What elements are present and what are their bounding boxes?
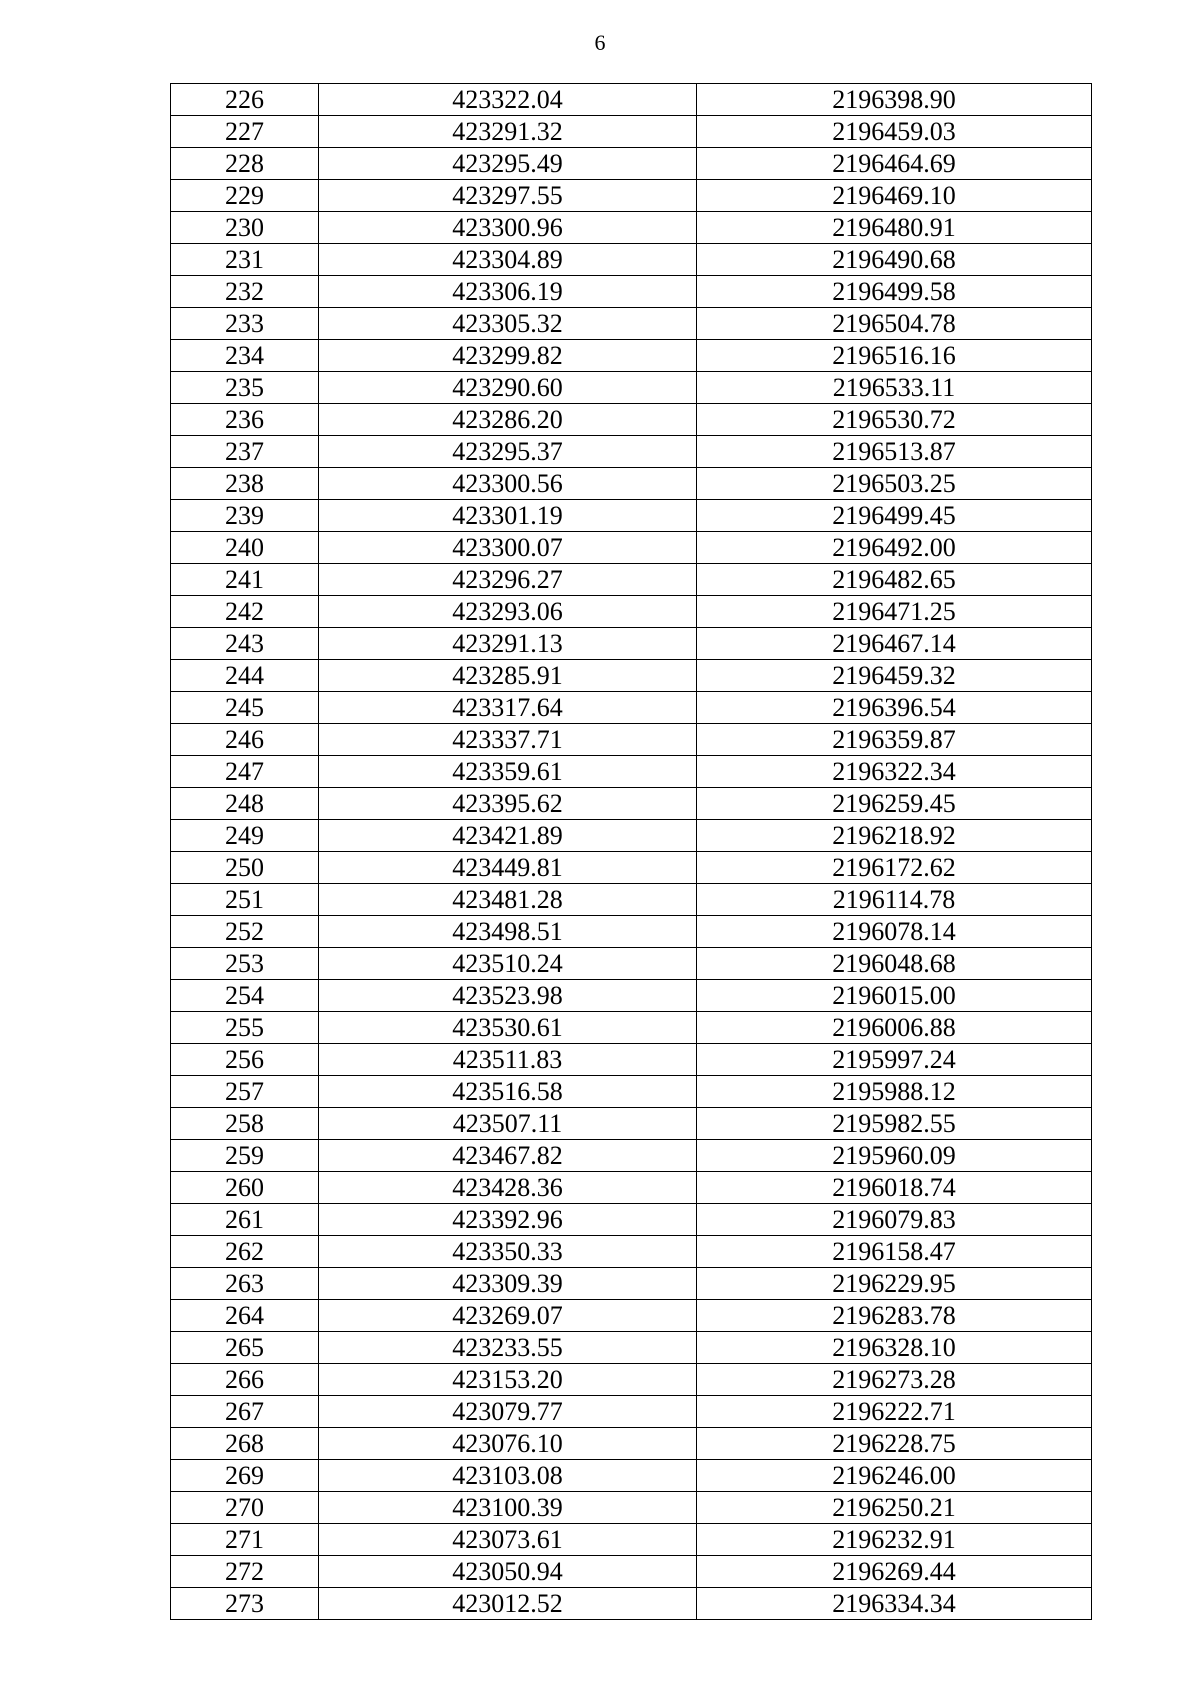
x-coordinate-cell: 423076.10 xyxy=(319,1428,697,1460)
x-coordinate-cell: 423510.24 xyxy=(319,948,697,980)
y-coordinate-cell: 2196328.10 xyxy=(697,1332,1092,1364)
point-number-cell: 272 xyxy=(171,1556,319,1588)
x-coordinate-cell: 423290.60 xyxy=(319,372,697,404)
y-coordinate-cell: 2195997.24 xyxy=(697,1044,1092,1076)
x-coordinate-cell: 423300.96 xyxy=(319,212,697,244)
point-number-cell: 240 xyxy=(171,532,319,564)
table-row xyxy=(171,980,1092,1012)
point-number-cell: 243 xyxy=(171,628,319,660)
point-number-cell: 228 xyxy=(171,148,319,180)
x-coordinate-cell: 423395.62 xyxy=(319,788,697,820)
y-coordinate-cell: 2196018.74 xyxy=(697,1172,1092,1204)
y-coordinate-cell: 2196172.62 xyxy=(697,852,1092,884)
table-row xyxy=(171,1076,1092,1108)
y-coordinate-cell: 2196273.28 xyxy=(697,1364,1092,1396)
x-coordinate-cell: 423392.96 xyxy=(319,1204,697,1236)
table-row xyxy=(171,468,1092,500)
y-coordinate-cell: 2196232.91 xyxy=(697,1524,1092,1556)
coordinates-table xyxy=(170,83,1092,1620)
point-number-cell: 267 xyxy=(171,1396,319,1428)
x-coordinate-cell: 423050.94 xyxy=(319,1556,697,1588)
point-number-cell: 273 xyxy=(171,1588,319,1620)
x-coordinate-cell: 423516.58 xyxy=(319,1076,697,1108)
x-coordinate-cell: 423153.20 xyxy=(319,1364,697,1396)
page-number: 6 xyxy=(594,30,606,55)
table-row xyxy=(171,1492,1092,1524)
coordinates-table-body xyxy=(171,84,1092,1620)
x-coordinate-cell: 423012.52 xyxy=(319,1588,697,1620)
point-number-cell: 230 xyxy=(171,212,319,244)
point-number-cell: 253 xyxy=(171,948,319,980)
table-row xyxy=(171,1396,1092,1428)
y-coordinate-cell: 2196469.10 xyxy=(697,180,1092,212)
table-row xyxy=(171,1428,1092,1460)
table-row xyxy=(171,276,1092,308)
point-number-cell: 227 xyxy=(171,116,319,148)
y-coordinate-cell: 2196334.34 xyxy=(697,1588,1092,1620)
y-coordinate-cell: 2196079.83 xyxy=(697,1204,1092,1236)
table-row xyxy=(171,340,1092,372)
table-row xyxy=(171,116,1092,148)
x-coordinate-cell: 423511.83 xyxy=(319,1044,697,1076)
y-coordinate-cell: 2196490.68 xyxy=(697,244,1092,276)
x-coordinate-cell: 423291.13 xyxy=(319,628,697,660)
table-row xyxy=(171,1172,1092,1204)
y-coordinate-cell: 2196048.68 xyxy=(697,948,1092,980)
x-coordinate-cell: 423337.71 xyxy=(319,724,697,756)
table-row xyxy=(171,884,1092,916)
table-row xyxy=(171,180,1092,212)
x-coordinate-cell: 423079.77 xyxy=(319,1396,697,1428)
table-row xyxy=(171,1236,1092,1268)
y-coordinate-cell: 2196499.45 xyxy=(697,500,1092,532)
x-coordinate-cell: 423359.61 xyxy=(319,756,697,788)
table-row xyxy=(171,756,1092,788)
point-number-cell: 261 xyxy=(171,1204,319,1236)
point-number-cell: 241 xyxy=(171,564,319,596)
point-number-cell: 262 xyxy=(171,1236,319,1268)
y-coordinate-cell: 2196006.88 xyxy=(697,1012,1092,1044)
y-coordinate-cell: 2196480.91 xyxy=(697,212,1092,244)
table-row xyxy=(171,1300,1092,1332)
point-number-cell: 245 xyxy=(171,692,319,724)
x-coordinate-cell: 423306.19 xyxy=(319,276,697,308)
point-number-cell: 249 xyxy=(171,820,319,852)
point-number-cell: 271 xyxy=(171,1524,319,1556)
y-coordinate-cell: 2196158.47 xyxy=(697,1236,1092,1268)
x-coordinate-cell: 423285.91 xyxy=(319,660,697,692)
x-coordinate-cell: 423100.39 xyxy=(319,1492,697,1524)
point-number-cell: 258 xyxy=(171,1108,319,1140)
y-coordinate-cell: 2196516.16 xyxy=(697,340,1092,372)
x-coordinate-cell: 423467.82 xyxy=(319,1140,697,1172)
table-row xyxy=(171,532,1092,564)
y-coordinate-cell: 2196499.58 xyxy=(697,276,1092,308)
x-coordinate-cell: 423481.28 xyxy=(319,884,697,916)
y-coordinate-cell: 2195960.09 xyxy=(697,1140,1092,1172)
x-coordinate-cell: 423269.07 xyxy=(319,1300,697,1332)
x-coordinate-cell: 423421.89 xyxy=(319,820,697,852)
point-number-cell: 238 xyxy=(171,468,319,500)
x-coordinate-cell: 423295.49 xyxy=(319,148,697,180)
table-row xyxy=(171,84,1092,116)
table-row xyxy=(171,1364,1092,1396)
point-number-cell: 269 xyxy=(171,1460,319,1492)
table-row xyxy=(171,308,1092,340)
y-coordinate-cell: 2196228.75 xyxy=(697,1428,1092,1460)
point-number-cell: 234 xyxy=(171,340,319,372)
x-coordinate-cell: 423073.61 xyxy=(319,1524,697,1556)
x-coordinate-cell: 423291.32 xyxy=(319,116,697,148)
table-row xyxy=(171,1044,1092,1076)
table-row xyxy=(171,372,1092,404)
point-number-cell: 265 xyxy=(171,1332,319,1364)
x-coordinate-cell: 423103.08 xyxy=(319,1460,697,1492)
y-coordinate-cell: 2196246.00 xyxy=(697,1460,1092,1492)
x-coordinate-cell: 423309.39 xyxy=(319,1268,697,1300)
point-number-cell: 250 xyxy=(171,852,319,884)
table-row xyxy=(171,820,1092,852)
y-coordinate-cell: 2196283.78 xyxy=(697,1300,1092,1332)
point-number-cell: 266 xyxy=(171,1364,319,1396)
x-coordinate-cell: 423304.89 xyxy=(319,244,697,276)
table-row xyxy=(171,1140,1092,1172)
table-row xyxy=(171,1460,1092,1492)
point-number-cell: 232 xyxy=(171,276,319,308)
point-number-cell: 255 xyxy=(171,1012,319,1044)
table-row xyxy=(171,788,1092,820)
x-coordinate-cell: 423297.55 xyxy=(319,180,697,212)
table-row xyxy=(171,212,1092,244)
y-coordinate-cell: 2196504.78 xyxy=(697,308,1092,340)
x-coordinate-cell: 423293.06 xyxy=(319,596,697,628)
table-row xyxy=(171,1108,1092,1140)
y-coordinate-cell: 2196464.69 xyxy=(697,148,1092,180)
point-number-cell: 256 xyxy=(171,1044,319,1076)
x-coordinate-cell: 423530.61 xyxy=(319,1012,697,1044)
x-coordinate-cell: 423233.55 xyxy=(319,1332,697,1364)
x-coordinate-cell: 423300.07 xyxy=(319,532,697,564)
y-coordinate-cell: 2196503.25 xyxy=(697,468,1092,500)
x-coordinate-cell: 423286.20 xyxy=(319,404,697,436)
point-number-cell: 263 xyxy=(171,1268,319,1300)
table-row xyxy=(171,1524,1092,1556)
point-number-cell: 252 xyxy=(171,916,319,948)
point-number-cell: 260 xyxy=(171,1172,319,1204)
point-number-cell: 268 xyxy=(171,1428,319,1460)
table-row xyxy=(171,148,1092,180)
table-row xyxy=(171,436,1092,468)
point-number-cell: 251 xyxy=(171,884,319,916)
table-row xyxy=(171,1332,1092,1364)
x-coordinate-cell: 423507.11 xyxy=(319,1108,697,1140)
point-number-cell: 235 xyxy=(171,372,319,404)
point-number-cell: 246 xyxy=(171,724,319,756)
point-number-cell: 257 xyxy=(171,1076,319,1108)
table-row xyxy=(171,1556,1092,1588)
point-number-cell: 233 xyxy=(171,308,319,340)
x-coordinate-cell: 423350.33 xyxy=(319,1236,697,1268)
table-row xyxy=(171,916,1092,948)
point-number-cell: 264 xyxy=(171,1300,319,1332)
point-number-cell: 237 xyxy=(171,436,319,468)
y-coordinate-cell: 2196482.65 xyxy=(697,564,1092,596)
x-coordinate-cell: 423295.37 xyxy=(319,436,697,468)
point-number-cell: 259 xyxy=(171,1140,319,1172)
y-coordinate-cell: 2196250.21 xyxy=(697,1492,1092,1524)
y-coordinate-cell: 2196492.00 xyxy=(697,532,1092,564)
table-row xyxy=(171,1588,1092,1620)
y-coordinate-cell: 2196530.72 xyxy=(697,404,1092,436)
y-coordinate-cell: 2196229.95 xyxy=(697,1268,1092,1300)
table-row xyxy=(171,660,1092,692)
point-number-cell: 244 xyxy=(171,660,319,692)
y-coordinate-cell: 2196015.00 xyxy=(697,980,1092,1012)
table-row xyxy=(171,1012,1092,1044)
x-coordinate-cell: 423322.04 xyxy=(319,84,697,116)
point-number-cell: 231 xyxy=(171,244,319,276)
y-coordinate-cell: 2196471.25 xyxy=(697,596,1092,628)
y-coordinate-cell: 2196114.78 xyxy=(697,884,1092,916)
x-coordinate-cell: 423317.64 xyxy=(319,692,697,724)
y-coordinate-cell: 2196269.44 xyxy=(697,1556,1092,1588)
table-row xyxy=(171,692,1092,724)
table-row xyxy=(171,948,1092,980)
x-coordinate-cell: 423305.32 xyxy=(319,308,697,340)
table-row xyxy=(171,628,1092,660)
x-coordinate-cell: 423301.19 xyxy=(319,500,697,532)
y-coordinate-cell: 2196322.34 xyxy=(697,756,1092,788)
y-coordinate-cell: 2196513.87 xyxy=(697,436,1092,468)
y-coordinate-cell: 2196396.54 xyxy=(697,692,1092,724)
point-number-cell: 236 xyxy=(171,404,319,436)
y-coordinate-cell: 2196359.87 xyxy=(697,724,1092,756)
x-coordinate-cell: 423296.27 xyxy=(319,564,697,596)
y-coordinate-cell: 2196398.90 xyxy=(697,84,1092,116)
x-coordinate-cell: 423300.56 xyxy=(319,468,697,500)
table-row xyxy=(171,1204,1092,1236)
y-coordinate-cell: 2196218.92 xyxy=(697,820,1092,852)
y-coordinate-cell: 2196078.14 xyxy=(697,916,1092,948)
table-row xyxy=(171,404,1092,436)
y-coordinate-cell: 2196467.14 xyxy=(697,628,1092,660)
table-row xyxy=(171,724,1092,756)
point-number-cell: 254 xyxy=(171,980,319,1012)
y-coordinate-cell: 2195988.12 xyxy=(697,1076,1092,1108)
x-coordinate-cell: 423449.81 xyxy=(319,852,697,884)
point-number-cell: 229 xyxy=(171,180,319,212)
table-row xyxy=(171,596,1092,628)
y-coordinate-cell: 2196459.03 xyxy=(697,116,1092,148)
point-number-cell: 226 xyxy=(171,84,319,116)
x-coordinate-cell: 423523.98 xyxy=(319,980,697,1012)
point-number-cell: 247 xyxy=(171,756,319,788)
table-row xyxy=(171,244,1092,276)
table-row xyxy=(171,500,1092,532)
point-number-cell: 248 xyxy=(171,788,319,820)
y-coordinate-cell: 2196259.45 xyxy=(697,788,1092,820)
point-number-cell: 242 xyxy=(171,596,319,628)
point-number-cell: 239 xyxy=(171,500,319,532)
x-coordinate-cell: 423299.82 xyxy=(319,340,697,372)
point-number-cell: 270 xyxy=(171,1492,319,1524)
x-coordinate-cell: 423498.51 xyxy=(319,916,697,948)
table-row xyxy=(171,852,1092,884)
table-row xyxy=(171,1268,1092,1300)
y-coordinate-cell: 2195982.55 xyxy=(697,1108,1092,1140)
y-coordinate-cell: 2196533.11 xyxy=(697,372,1092,404)
x-coordinate-cell: 423428.36 xyxy=(319,1172,697,1204)
y-coordinate-cell: 2196222.71 xyxy=(697,1396,1092,1428)
table-row xyxy=(171,564,1092,596)
y-coordinate-cell: 2196459.32 xyxy=(697,660,1092,692)
